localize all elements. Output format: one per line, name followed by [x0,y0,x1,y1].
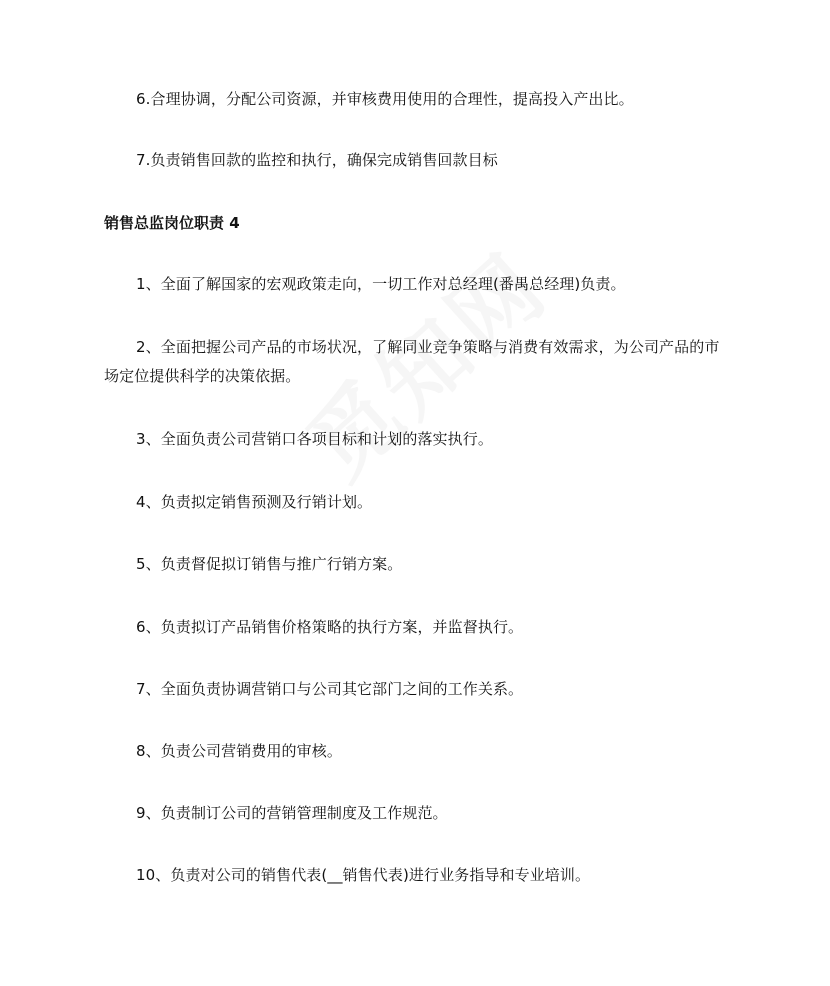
list-item: 4、负责拟定销售预测及行销计划。 [136,493,373,511]
list-item: 3、全面负责公司营销口各项目标和计划的落实执行。 [136,430,493,448]
list-item: 6、负责拟订产品销售价格策略的执行方案，并监督执行。 [136,618,524,636]
list-item: 1、全面了解国家的宏观政策走向，一切工作对总经理(番禺总经理)负责。 [136,275,626,293]
list-item: 9、负责制订公司的营销管理制度及工作规范。 [136,804,448,822]
list-item: 5、负责督促拟订销售与推广行销方案。 [136,555,403,573]
paragraph-7: 7.负责销售回款的监控和执行，确保完成销售回款目标 [136,151,498,169]
list-item: 10、负责对公司的销售代表(__销售代表)进行业务指导和专业培训。 [136,866,591,884]
list-item: 2、全面把握公司产品的市场状况，了解同业竞争策略与消费有效需求，为公司产品的市场定位提供科学的决策依据。 [104,338,720,385]
section-heading: 销售总监岗位职责 4 [104,214,240,232]
list-item: 8、负责公司营销费用的审核。 [136,742,342,760]
paragraph-6: 6.合理协调，分配公司资源，并审核费用使用的合理性，提高投入产出比。 [136,90,634,108]
list-item: 7、全面负责协调营销口与公司其它部门之间的工作关系。 [136,680,524,698]
